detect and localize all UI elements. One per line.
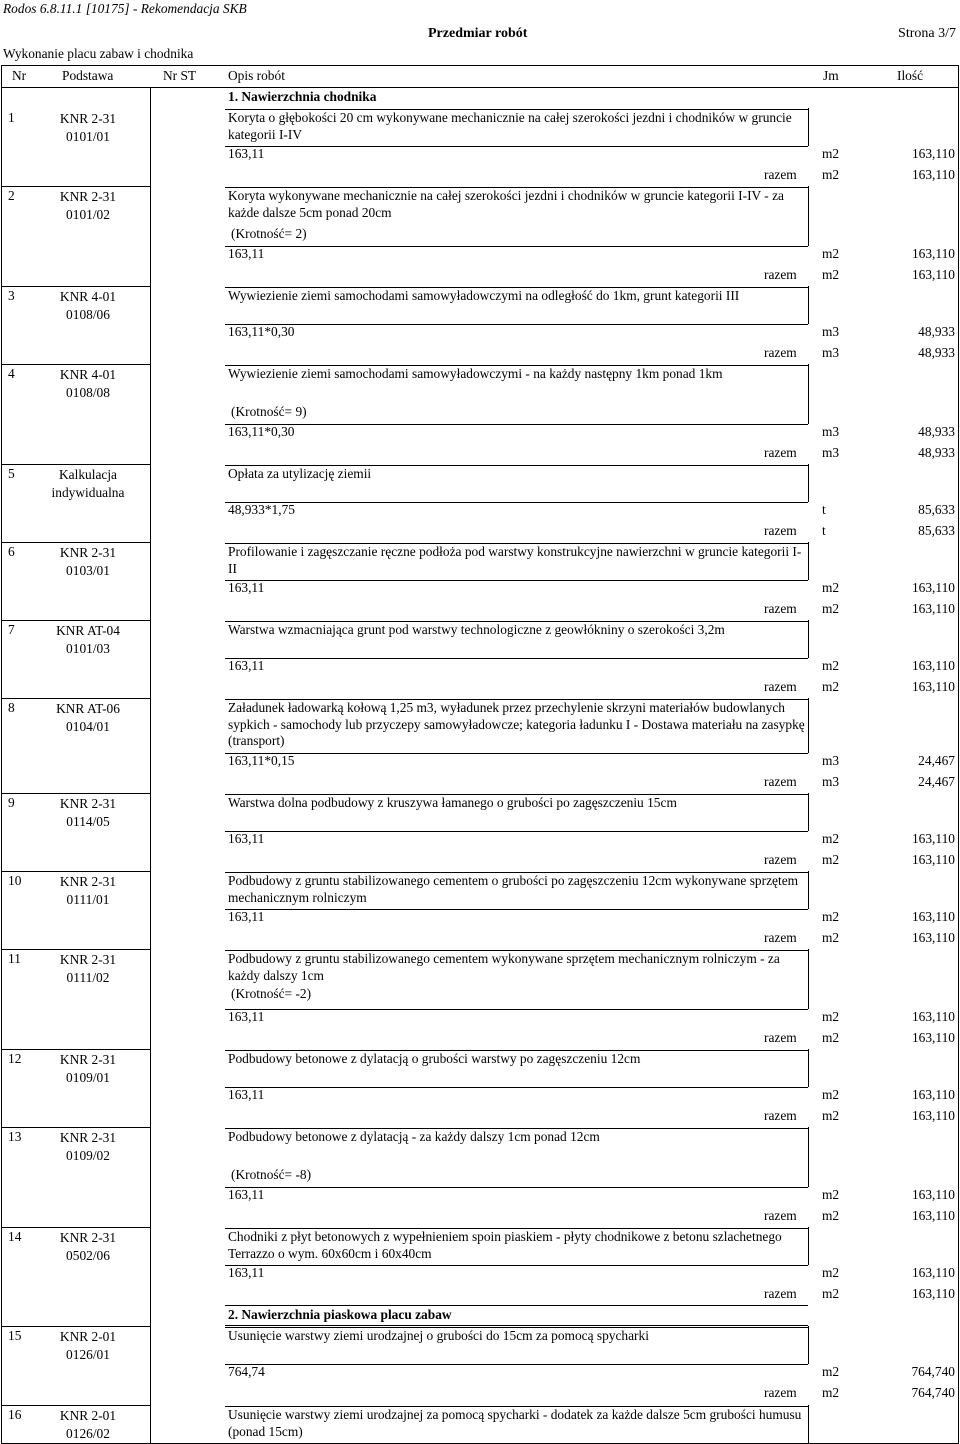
- column-header-podstawa: Podstawa: [62, 68, 114, 83]
- quantity-value: 163,110: [911, 909, 955, 924]
- quantity-expression: 163,11*0,15: [228, 753, 295, 768]
- quantity-expression: 163,11: [228, 246, 265, 261]
- quantity-value: 163,110: [911, 658, 955, 673]
- basis-position: 0109/02: [66, 1148, 110, 1163]
- item-description: Profilowanie i zagęszczanie ręczne podłoża pod warstwy konstrukcyjne nawierzchni w gruncie kategorii I-II: [228, 544, 802, 576]
- header-top-line: [1, 65, 959, 66]
- quantity-value: 764,740: [911, 1364, 955, 1379]
- item-number: 1: [8, 110, 15, 125]
- basis-catalog: KNR 4-01: [59, 289, 117, 304]
- item-number: 2: [8, 188, 15, 203]
- unit: m2: [822, 1087, 840, 1102]
- unit: m3: [822, 424, 840, 439]
- total-value: 163,110: [911, 1030, 955, 1045]
- unit: m2: [822, 580, 840, 595]
- item-number: 6: [8, 544, 15, 559]
- total-unit: m2: [822, 679, 840, 694]
- basis-position: 0111/01: [66, 892, 110, 907]
- total-label: razem: [764, 1108, 797, 1123]
- total-value: 163,110: [911, 930, 955, 945]
- table-row: [0, 286, 960, 364]
- total-value: 163,110: [911, 679, 955, 694]
- column-header-nr: Nr: [12, 68, 27, 83]
- unit: m2: [822, 831, 840, 846]
- item-basis: [28, 622, 148, 658]
- table-row: [0, 464, 960, 542]
- item-description: Chodniki z płyt betonowych z wypełnieniem spoin piaskiem - płyty chodnikowe z betonu szlachetnego Terrazzo o wym. 60x60cm i 60x40cm: [228, 1229, 782, 1261]
- total-label: razem: [764, 1030, 797, 1045]
- item-description: Usunięcie warstwy ziemi urodzajnej o grubości do 15cm za pomocą spycharki: [228, 1328, 649, 1343]
- total-label: razem: [764, 1286, 797, 1301]
- item-number: 13: [8, 1129, 22, 1144]
- multiplier-note: (Krotność= -2): [231, 986, 312, 1001]
- unit: m2: [822, 146, 840, 161]
- quantity-expression: 163,11*0,30: [228, 324, 295, 339]
- total-unit: m2: [822, 1286, 840, 1301]
- table-row: [0, 620, 960, 698]
- quantity-expression: 163,11*0,30: [228, 424, 295, 439]
- total-value: 163,110: [911, 167, 955, 182]
- total-unit: m3: [822, 445, 840, 460]
- total-label: razem: [764, 601, 797, 616]
- unit: m2: [822, 1187, 840, 1202]
- total-label: razem: [764, 167, 797, 182]
- item-number: 14: [8, 1229, 22, 1244]
- item-basis: [28, 288, 148, 324]
- table-row: [0, 793, 960, 871]
- basis-position: 0126/02: [66, 1426, 110, 1441]
- quantity-expression: 163,11: [228, 658, 265, 673]
- column-header-ilosc: Ilość: [897, 68, 924, 83]
- basis-position: 0103/01: [66, 563, 110, 578]
- item-description: Usunięcie warstwy ziemi urodzajnej za pomocą spycharki - dodatek za każde dalsze 5cm grubości humusu (ponad 15cm): [228, 1407, 802, 1439]
- quantity-value: 163,110: [911, 1187, 955, 1202]
- item-description: Wywiezienie ziemi samochodami samowyładowczymi - na każdy następny 1km ponad 1km: [228, 366, 723, 381]
- item-description: Podbudowy z gruntu stabilizowanego cementem o grubości po zagęszczeniu 12cm wykonywane sprzętem mechanicznym rolniczym: [228, 873, 799, 905]
- total-label: razem: [764, 1208, 797, 1223]
- total-unit: m2: [822, 852, 840, 867]
- page-number: Strona 3/7: [898, 26, 956, 41]
- total-value: 764,740: [911, 1385, 955, 1400]
- basis-catalog: KNR 2-31: [59, 545, 117, 560]
- section-heading-2: 2. Nawierzchnia piaskowa placu zabaw: [228, 1307, 452, 1322]
- program-header: Rodos 6.8.11.1 [10175] - Rekomendacja SKB: [3, 1, 247, 16]
- quantity-expression: 163,11: [228, 909, 265, 924]
- basis-catalog: KNR 2-01: [59, 1408, 117, 1423]
- basis-catalog: KNR 2-31: [59, 952, 117, 967]
- item-description: Załadunek ładowarką kołową 1,25 m3, wyładunek przez przechylenie skrzyni materiałów budowlanych sypkich - samochody lub przyczepy samowyładowcze; kategoria ładunku I - Dostawa materiału na zasypkę (transport): [228, 700, 805, 748]
- total-value: 48,933: [918, 345, 955, 360]
- project-name: Wykonanie placu zabaw i chodnika: [3, 46, 194, 61]
- item-description: Wywiezienie ziemi samochodami samowyładowczymi na odległość do 1km, grunt kategorii III: [228, 288, 740, 303]
- quantity-expression: 163,11: [228, 1265, 265, 1280]
- multiplier-note: (Krotność= -8): [231, 1167, 312, 1182]
- basis-catalog: KNR 2-31: [59, 189, 117, 204]
- basis-position: indywidualna: [51, 485, 125, 500]
- total-unit: m2: [822, 601, 840, 616]
- basis-position: 0104/01: [66, 719, 110, 734]
- total-unit: m2: [822, 930, 840, 945]
- quantity-value: 163,110: [911, 831, 955, 846]
- total-unit: m2: [822, 1030, 840, 1045]
- multiplier-note: (Krotność= 9): [231, 404, 307, 419]
- item-basis: [28, 1129, 148, 1165]
- quantity-expression: 163,11: [228, 1087, 265, 1102]
- basis-position: 0502/06: [66, 1248, 110, 1263]
- unit: m3: [822, 753, 840, 768]
- total-value: 85,633: [918, 523, 955, 538]
- item-number: 10: [8, 873, 22, 888]
- total-unit: t: [822, 523, 826, 538]
- item-number: 5: [8, 466, 15, 481]
- item-basis: [28, 1051, 148, 1087]
- table-row: [0, 542, 960, 620]
- unit: m2: [822, 1009, 840, 1024]
- quantity-value: 163,110: [911, 580, 955, 595]
- basis-position: 0108/08: [66, 385, 110, 400]
- quantity-value: 163,110: [911, 1009, 955, 1024]
- total-unit: m3: [822, 345, 840, 360]
- total-label: razem: [764, 852, 797, 867]
- total-label: razem: [764, 345, 797, 360]
- quantity-value: 163,110: [911, 1087, 955, 1102]
- unit: m2: [822, 1265, 840, 1280]
- basis-position: 0101/02: [66, 207, 110, 222]
- section-heading-1: 1. Nawierzchnia chodnika: [228, 89, 377, 104]
- basis-position: 0109/01: [66, 1070, 110, 1085]
- table-row: [0, 1405, 960, 1444]
- quantity-value: 48,933: [918, 424, 955, 439]
- quantity-value: 163,110: [911, 1265, 955, 1280]
- table-row: [0, 949, 960, 1049]
- basis-catalog: KNR AT-06: [56, 701, 120, 716]
- item-number: 3: [8, 288, 15, 303]
- item-description: Opłata za utylizację ziemii: [228, 466, 372, 481]
- table-row: [0, 1326, 960, 1405]
- table-row: [0, 1127, 960, 1227]
- basis-position: 0108/06: [66, 307, 110, 322]
- item-number: 7: [8, 622, 15, 637]
- item-description: Podbudowy z gruntu stabilizowanego cementem wykonywane sprzętem mechanicznym rolniczym - za każdy dalszy 1cm: [228, 951, 780, 983]
- unit: m2: [822, 909, 840, 924]
- quantity-expression: 163,11: [228, 1009, 265, 1024]
- quantity-value: 85,633: [918, 502, 955, 517]
- header-bottom-line: [1, 87, 959, 88]
- item-basis: [28, 795, 148, 831]
- column-header-jm: Jm: [823, 68, 839, 83]
- quantity-expression: 163,11: [228, 580, 265, 595]
- item-number: 4: [8, 366, 15, 381]
- quantity-expression: 764,74: [228, 1364, 265, 1379]
- basis-position: 0101/01: [66, 129, 110, 144]
- table-row: [0, 698, 960, 793]
- unit: m2: [822, 246, 840, 261]
- item-number: 11: [8, 951, 21, 966]
- total-unit: m2: [822, 167, 840, 182]
- multiplier-note: (Krotność= 2): [231, 226, 307, 241]
- total-label: razem: [764, 445, 797, 460]
- total-value: 163,110: [911, 267, 955, 282]
- table-row: [0, 1227, 960, 1307]
- item-basis: [28, 188, 148, 224]
- item-basis: [28, 873, 148, 909]
- basis-catalog: KNR 2-31: [59, 1230, 117, 1245]
- quantity-value: 163,110: [911, 246, 955, 261]
- item-basis: [28, 1328, 148, 1364]
- quantity-expression: 163,11: [228, 831, 265, 846]
- unit: m2: [822, 1364, 840, 1379]
- unit: m2: [822, 658, 840, 673]
- table-row: [0, 1049, 960, 1127]
- quantity-expression: 48,933*1,75: [228, 502, 295, 517]
- item-basis: [28, 1229, 148, 1265]
- quantity-expression: 163,11: [228, 1187, 265, 1202]
- item-basis: [28, 366, 148, 402]
- total-value: 163,110: [911, 1108, 955, 1123]
- item-description: Koryta o głębokości 20 cm wykonywane mechanicznie na całej szerokości jezdni i chodników w gruncie kategorii I-IV: [228, 110, 792, 142]
- quantity-value: 163,110: [911, 146, 955, 161]
- total-label: razem: [764, 930, 797, 945]
- table-row: [0, 108, 960, 186]
- total-value: 163,110: [911, 852, 955, 867]
- quantity-expression: 163,11: [228, 146, 265, 161]
- item-description: Podbudowy betonowe z dylatacją o grubości warstwy po zagęszczeniu 12cm: [228, 1051, 641, 1066]
- unit: m3: [822, 324, 840, 339]
- basis-position: 0126/01: [66, 1347, 110, 1362]
- column-header-nr-st: Nr ST: [163, 68, 197, 83]
- item-description: Koryta wykonywane mechanicznie na całej szerokości jezdni i chodników w gruncie kategorii I-IV - za każde dalsze 5cm ponad 20cm: [228, 188, 784, 220]
- quantity-value: 24,467: [918, 753, 955, 768]
- item-number: 16: [8, 1407, 22, 1422]
- item-basis: [28, 700, 148, 736]
- total-label: razem: [764, 267, 797, 282]
- item-number: 15: [8, 1328, 22, 1343]
- total-value: 48,933: [918, 445, 955, 460]
- item-basis: [28, 466, 148, 502]
- total-unit: m2: [822, 1108, 840, 1123]
- basis-catalog: KNR 2-31: [59, 796, 117, 811]
- total-label: razem: [764, 679, 797, 694]
- total-unit: m3: [822, 774, 840, 789]
- item-description: Podbudowy betonowe z dylatacją - za każdy dalszy 1cm ponad 12cm: [228, 1129, 600, 1144]
- total-value: 24,467: [918, 774, 955, 789]
- total-unit: m2: [822, 267, 840, 282]
- basis-catalog: KNR 4-01: [59, 367, 117, 382]
- total-value: 163,110: [911, 1208, 955, 1223]
- basis-catalog: KNR 2-01: [59, 1329, 117, 1344]
- total-label: razem: [764, 774, 797, 789]
- basis-position: 0101/03: [66, 641, 110, 656]
- total-unit: m2: [822, 1208, 840, 1223]
- total-value: 163,110: [911, 601, 955, 616]
- table-row: [0, 186, 960, 286]
- item-number: 8: [8, 700, 15, 715]
- total-label: razem: [764, 523, 797, 538]
- table-row: [0, 871, 960, 949]
- item-description: Warstwa dolna podbudowy z kruszywa łamanego o grubości po zagęszczeniu 15cm: [228, 795, 677, 810]
- quantity-value: 48,933: [918, 324, 955, 339]
- table-row: [0, 364, 960, 464]
- unit: t: [822, 502, 826, 517]
- item-number: 12: [8, 1051, 22, 1066]
- basis-catalog: KNR 2-31: [59, 1130, 117, 1145]
- basis-catalog: KNR 2-31: [59, 1052, 117, 1067]
- total-unit: m2: [822, 1385, 840, 1400]
- item-basis: [28, 1407, 148, 1443]
- total-label: razem: [764, 1385, 797, 1400]
- item-basis: [28, 110, 148, 146]
- basis-catalog: KNR 2-31: [59, 111, 117, 126]
- item-description: Warstwa wzmacniająca grunt pod warstwy technologiczne z geowłókniny o szerokości 3,2m: [228, 622, 725, 637]
- basis-catalog: KNR 2-31: [59, 874, 117, 889]
- basis-position: 0111/02: [66, 970, 110, 985]
- basis-catalog: Kalkulacja: [59, 467, 117, 482]
- total-value: 163,110: [911, 1286, 955, 1301]
- basis-catalog: KNR AT-04: [56, 623, 120, 638]
- document-title: Przedmiar robót: [428, 26, 528, 41]
- item-basis: [28, 544, 148, 580]
- basis-position: 0114/05: [66, 814, 110, 829]
- item-basis: [28, 951, 148, 987]
- column-header-opis: Opis robót: [228, 68, 285, 83]
- item-number: 9: [8, 795, 15, 810]
